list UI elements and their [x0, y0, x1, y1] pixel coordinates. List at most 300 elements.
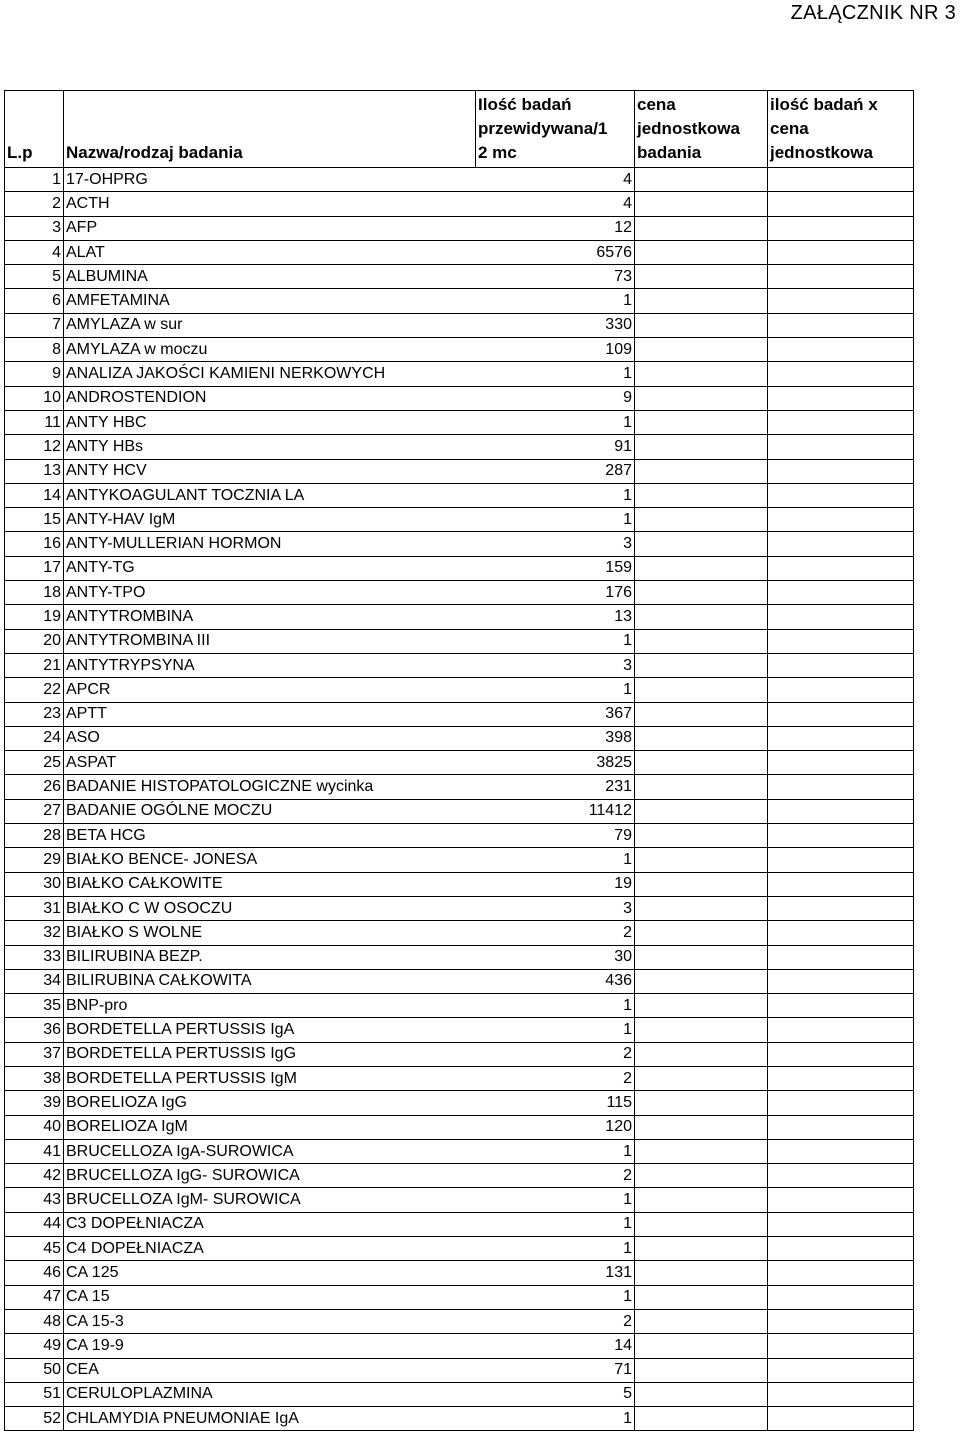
unit-price-cell	[635, 605, 768, 629]
row-number: 20	[5, 629, 64, 653]
table-row	[5, 192, 914, 216]
unit-price-cell	[635, 1091, 768, 1115]
row-number: 38	[5, 1066, 64, 1090]
test-quantity: 2	[476, 1164, 635, 1188]
test-quantity: 2	[476, 1066, 635, 1090]
row-number: 48	[5, 1309, 64, 1333]
row-number: 21	[5, 653, 64, 677]
unit-price-cell	[635, 751, 768, 775]
total-cell	[768, 1115, 914, 1139]
total-cell	[768, 1018, 914, 1042]
test-quantity: 398	[476, 726, 635, 750]
test-quantity: 1	[476, 1212, 635, 1236]
total-cell	[768, 629, 914, 653]
table-row	[5, 1091, 914, 1115]
table-row	[5, 556, 914, 580]
test-quantity: 231	[476, 775, 635, 799]
unit-price-cell	[635, 945, 768, 969]
total-cell	[768, 556, 914, 580]
test-quantity: 1	[476, 994, 635, 1018]
table-row	[5, 653, 914, 677]
test-quantity: 1	[476, 629, 635, 653]
unit-price-cell	[635, 532, 768, 556]
table-row	[5, 1285, 914, 1309]
unit-price-cell	[635, 1334, 768, 1358]
row-number: 32	[5, 921, 64, 945]
test-quantity: 1	[476, 678, 635, 702]
total-cell	[768, 362, 914, 386]
table-row	[5, 726, 914, 750]
row-number: 16	[5, 532, 64, 556]
total-cell	[768, 581, 914, 605]
total-cell	[768, 1066, 914, 1090]
row-number: 26	[5, 775, 64, 799]
total-cell	[768, 751, 914, 775]
row-number: 46	[5, 1261, 64, 1285]
unit-price-cell	[635, 702, 768, 726]
unit-price-cell	[635, 362, 768, 386]
test-name: BORELIOZA IgG	[64, 1091, 476, 1115]
test-quantity: 436	[476, 969, 635, 993]
row-number: 52	[5, 1407, 64, 1431]
row-number: 35	[5, 994, 64, 1018]
unit-price-cell	[635, 168, 768, 192]
row-number: 24	[5, 726, 64, 750]
test-name: BILIRUBINA BEZP.	[64, 945, 476, 969]
total-cell	[768, 824, 914, 848]
row-number: 5	[5, 265, 64, 289]
row-number: 40	[5, 1115, 64, 1139]
total-cell	[768, 896, 914, 920]
table-row	[5, 872, 914, 896]
test-name: ANTY HBC	[64, 410, 476, 434]
unit-price-cell	[635, 410, 768, 434]
total-cell	[768, 435, 914, 459]
unit-price-cell	[635, 556, 768, 580]
total-cell	[768, 702, 914, 726]
test-quantity: 330	[476, 313, 635, 337]
test-name: BIAŁKO CAŁKOWITE	[64, 872, 476, 896]
unit-price-cell	[635, 1285, 768, 1309]
total-cell	[768, 265, 914, 289]
test-name: BIAŁKO S WOLNE	[64, 921, 476, 945]
row-number: 27	[5, 799, 64, 823]
table-row	[5, 508, 914, 532]
unit-price-cell	[635, 678, 768, 702]
test-name: APCR	[64, 678, 476, 702]
table-row	[5, 1018, 914, 1042]
table-row	[5, 386, 914, 410]
total-cell	[768, 994, 914, 1018]
test-quantity: 1	[476, 1237, 635, 1261]
row-number: 41	[5, 1139, 64, 1163]
total-cell	[768, 289, 914, 313]
test-quantity: 2	[476, 921, 635, 945]
total-cell	[768, 653, 914, 677]
test-quantity: 6576	[476, 240, 635, 264]
test-name: BADANIE OGÓLNE MOCZU	[64, 799, 476, 823]
row-number: 36	[5, 1018, 64, 1042]
table-row	[5, 1334, 914, 1358]
table-row	[5, 168, 914, 192]
table-row	[5, 435, 914, 459]
row-number: 33	[5, 945, 64, 969]
test-name: BRUCELLOZA IgM- SUROWICA	[64, 1188, 476, 1212]
test-quantity: 115	[476, 1091, 635, 1115]
unit-price-cell	[635, 629, 768, 653]
test-name: ANTYTROMBINA III	[64, 629, 476, 653]
test-quantity: 159	[476, 556, 635, 580]
row-number: 30	[5, 872, 64, 896]
test-name: ANTYTRYPSYNA	[64, 653, 476, 677]
test-quantity: 3	[476, 532, 635, 556]
row-number: 11	[5, 410, 64, 434]
unit-price-cell	[635, 824, 768, 848]
test-quantity: 1	[476, 508, 635, 532]
total-cell	[768, 1237, 914, 1261]
table-row	[5, 969, 914, 993]
unit-price-cell	[635, 653, 768, 677]
test-name: CA 15	[64, 1285, 476, 1309]
row-number: 7	[5, 313, 64, 337]
test-quantity: 4	[476, 192, 635, 216]
table-row	[5, 1139, 914, 1163]
total-cell	[768, 678, 914, 702]
row-number: 31	[5, 896, 64, 920]
unit-price-cell	[635, 775, 768, 799]
header-lp: L.p	[5, 91, 64, 168]
total-cell	[768, 1358, 914, 1382]
test-quantity: 1	[476, 1139, 635, 1163]
test-name: BORELIOZA IgM	[64, 1115, 476, 1139]
test-quantity: 1	[476, 289, 635, 313]
total-cell	[768, 168, 914, 192]
test-name: ANTYTROMBINA	[64, 605, 476, 629]
table-header	[5, 91, 914, 168]
test-name: BILIRUBINA CAŁKOWITA	[64, 969, 476, 993]
test-quantity: 9	[476, 386, 635, 410]
test-quantity: 176	[476, 581, 635, 605]
unit-price-cell	[635, 338, 768, 362]
unit-price-cell	[635, 1382, 768, 1406]
unit-price-cell	[635, 1164, 768, 1188]
test-name: ACTH	[64, 192, 476, 216]
row-number: 8	[5, 338, 64, 362]
table-row	[5, 483, 914, 507]
test-name: ASO	[64, 726, 476, 750]
test-quantity: 287	[476, 459, 635, 483]
table-row	[5, 1188, 914, 1212]
row-number: 13	[5, 459, 64, 483]
row-number: 39	[5, 1091, 64, 1115]
row-number: 44	[5, 1212, 64, 1236]
table-row	[5, 1066, 914, 1090]
unit-price-cell	[635, 192, 768, 216]
test-name: CA 15-3	[64, 1309, 476, 1333]
row-number: 50	[5, 1358, 64, 1382]
unit-price-cell	[635, 313, 768, 337]
test-name: BRUCELLOZA IgA-SUROWICA	[64, 1139, 476, 1163]
test-quantity: 3	[476, 653, 635, 677]
test-name: ANTY-TG	[64, 556, 476, 580]
test-name: AMFETAMINA	[64, 289, 476, 313]
test-name: BIAŁKO BENCE- JONESA	[64, 848, 476, 872]
row-number: 28	[5, 824, 64, 848]
test-name: BIAŁKO C W OSOCZU	[64, 896, 476, 920]
total-cell	[768, 1139, 914, 1163]
total-cell	[768, 945, 914, 969]
unit-price-cell	[635, 896, 768, 920]
row-number: 43	[5, 1188, 64, 1212]
table-row	[5, 1212, 914, 1236]
annex-title: ZAŁĄCZNIK NR 3	[790, 2, 956, 24]
unit-price-cell	[635, 1261, 768, 1285]
header-unit-price: cena jednostkowa badania	[635, 91, 768, 168]
total-cell	[768, 1334, 914, 1358]
test-quantity: 3	[476, 896, 635, 920]
test-name: C4 DOPEŁNIACZA	[64, 1237, 476, 1261]
test-quantity: 120	[476, 1115, 635, 1139]
row-number: 18	[5, 581, 64, 605]
unit-price-cell	[635, 508, 768, 532]
table-row	[5, 605, 914, 629]
total-cell	[768, 1091, 914, 1115]
test-name: CERULOPLAZMINA	[64, 1382, 476, 1406]
table-row	[5, 459, 914, 483]
row-number: 51	[5, 1382, 64, 1406]
total-cell	[768, 726, 914, 750]
table-row	[5, 1309, 914, 1333]
test-name: BORDETELLA PERTUSSIS IgG	[64, 1042, 476, 1066]
unit-price-cell	[635, 240, 768, 264]
unit-price-cell	[635, 1042, 768, 1066]
table-row	[5, 581, 914, 605]
unit-price-cell	[635, 848, 768, 872]
unit-price-cell	[635, 265, 768, 289]
test-quantity: 71	[476, 1358, 635, 1382]
total-cell	[768, 386, 914, 410]
total-cell	[768, 775, 914, 799]
test-name: CA 19-9	[64, 1334, 476, 1358]
test-quantity: 19	[476, 872, 635, 896]
table-row	[5, 216, 914, 240]
test-name: BETA HCG	[64, 824, 476, 848]
test-name: BNP-pro	[64, 994, 476, 1018]
unit-price-cell	[635, 1237, 768, 1261]
table-row	[5, 848, 914, 872]
unit-price-cell	[635, 1115, 768, 1139]
header-name: Nazwa/rodzaj badania	[64, 91, 476, 168]
test-quantity: 1	[476, 362, 635, 386]
test-quantity: 1	[476, 483, 635, 507]
test-quantity: 131	[476, 1261, 635, 1285]
row-number: 2	[5, 192, 64, 216]
table-row	[5, 532, 914, 556]
tests-table	[4, 90, 914, 1431]
test-name: AFP	[64, 216, 476, 240]
table-row	[5, 921, 914, 945]
header-quantity: Ilość badań przewidywana/1 2 mc	[476, 91, 635, 168]
unit-price-cell	[635, 483, 768, 507]
test-quantity: 1	[476, 410, 635, 434]
test-name: BADANIE HISTOPATOLOGICZNE wycinka	[64, 775, 476, 799]
test-name: C3 DOPEŁNIACZA	[64, 1212, 476, 1236]
test-quantity: 1	[476, 1407, 635, 1431]
row-number: 1	[5, 168, 64, 192]
test-name: ANALIZA JAKOŚCI KAMIENI NERKOWYCH	[64, 362, 476, 386]
test-quantity: 79	[476, 824, 635, 848]
unit-price-cell	[635, 1139, 768, 1163]
test-quantity: 12	[476, 216, 635, 240]
test-name: AMYLAZA w moczu	[64, 338, 476, 362]
total-cell	[768, 459, 914, 483]
row-number: 4	[5, 240, 64, 264]
table-row	[5, 1407, 914, 1431]
total-cell	[768, 872, 914, 896]
table-row	[5, 1237, 914, 1261]
unit-price-cell	[635, 289, 768, 313]
test-name: ANTY-MULLERIAN HORMON	[64, 532, 476, 556]
test-quantity: 109	[476, 338, 635, 362]
test-name: ANTY-TPO	[64, 581, 476, 605]
table-row	[5, 799, 914, 823]
row-number: 47	[5, 1285, 64, 1309]
unit-price-cell	[635, 435, 768, 459]
total-cell	[768, 1261, 914, 1285]
table-row	[5, 338, 914, 362]
unit-price-cell	[635, 1188, 768, 1212]
total-cell	[768, 1309, 914, 1333]
unit-price-cell	[635, 872, 768, 896]
total-cell	[768, 848, 914, 872]
table-row	[5, 1358, 914, 1382]
test-name: ANDROSTENDION	[64, 386, 476, 410]
total-cell	[768, 1382, 914, 1406]
test-quantity: 11412	[476, 799, 635, 823]
row-number: 6	[5, 289, 64, 313]
total-cell	[768, 1212, 914, 1236]
total-cell	[768, 799, 914, 823]
row-number: 12	[5, 435, 64, 459]
unit-price-cell	[635, 459, 768, 483]
test-name: ALBUMINA	[64, 265, 476, 289]
test-quantity: 13	[476, 605, 635, 629]
unit-price-cell	[635, 386, 768, 410]
table-row	[5, 313, 914, 337]
row-number: 14	[5, 483, 64, 507]
test-name: ANTY HCV	[64, 459, 476, 483]
total-cell	[768, 216, 914, 240]
test-name: 17-OHPRG	[64, 168, 476, 192]
total-cell	[768, 532, 914, 556]
unit-price-cell	[635, 1358, 768, 1382]
table-row	[5, 289, 914, 313]
table-row	[5, 775, 914, 799]
table-row	[5, 1164, 914, 1188]
row-number: 3	[5, 216, 64, 240]
total-cell	[768, 192, 914, 216]
unit-price-cell	[635, 1212, 768, 1236]
row-number: 29	[5, 848, 64, 872]
row-number: 9	[5, 362, 64, 386]
table-row	[5, 824, 914, 848]
total-cell	[768, 483, 914, 507]
total-cell	[768, 1164, 914, 1188]
total-cell	[768, 240, 914, 264]
total-cell	[768, 1188, 914, 1212]
table-row	[5, 1261, 914, 1285]
unit-price-cell	[635, 1309, 768, 1333]
table-row	[5, 678, 914, 702]
row-number: 19	[5, 605, 64, 629]
table-row	[5, 410, 914, 434]
row-number: 34	[5, 969, 64, 993]
row-number: 15	[5, 508, 64, 532]
table-row	[5, 945, 914, 969]
row-number: 42	[5, 1164, 64, 1188]
test-name: ANTY-HAV IgM	[64, 508, 476, 532]
total-cell	[768, 605, 914, 629]
row-number: 22	[5, 678, 64, 702]
row-number: 17	[5, 556, 64, 580]
test-name: ANTYKOAGULANT TOCZNIA LA	[64, 483, 476, 507]
table-row	[5, 265, 914, 289]
test-quantity: 91	[476, 435, 635, 459]
header-total: ilość badań x cena jednostkowa	[768, 91, 914, 168]
test-name: APTT	[64, 702, 476, 726]
total-cell	[768, 921, 914, 945]
table-row	[5, 994, 914, 1018]
test-quantity: 367	[476, 702, 635, 726]
total-cell	[768, 1042, 914, 1066]
test-name: ANTY HBs	[64, 435, 476, 459]
row-number: 37	[5, 1042, 64, 1066]
table-body	[5, 168, 914, 1431]
table-row	[5, 1382, 914, 1406]
test-quantity: 4	[476, 168, 635, 192]
test-name: BORDETELLA PERTUSSIS IgM	[64, 1066, 476, 1090]
test-name: ALAT	[64, 240, 476, 264]
row-number: 23	[5, 702, 64, 726]
total-cell	[768, 313, 914, 337]
test-name: BORDETELLA PERTUSSIS IgA	[64, 1018, 476, 1042]
unit-price-cell	[635, 994, 768, 1018]
table-row	[5, 629, 914, 653]
test-quantity: 1	[476, 848, 635, 872]
unit-price-cell	[635, 581, 768, 605]
test-quantity: 1	[476, 1018, 635, 1042]
total-cell	[768, 1407, 914, 1431]
row-number: 25	[5, 751, 64, 775]
test-quantity: 2	[476, 1309, 635, 1333]
test-quantity: 30	[476, 945, 635, 969]
test-quantity: 14	[476, 1334, 635, 1358]
total-cell	[768, 969, 914, 993]
row-number: 49	[5, 1334, 64, 1358]
unit-price-cell	[635, 726, 768, 750]
test-quantity: 73	[476, 265, 635, 289]
test-quantity: 5	[476, 1382, 635, 1406]
test-quantity: 1	[476, 1188, 635, 1212]
unit-price-cell	[635, 969, 768, 993]
unit-price-cell	[635, 799, 768, 823]
unit-price-cell	[635, 921, 768, 945]
unit-price-cell	[635, 1407, 768, 1431]
row-number: 10	[5, 386, 64, 410]
table-row	[5, 240, 914, 264]
test-name: CA 125	[64, 1261, 476, 1285]
unit-price-cell	[635, 1018, 768, 1042]
